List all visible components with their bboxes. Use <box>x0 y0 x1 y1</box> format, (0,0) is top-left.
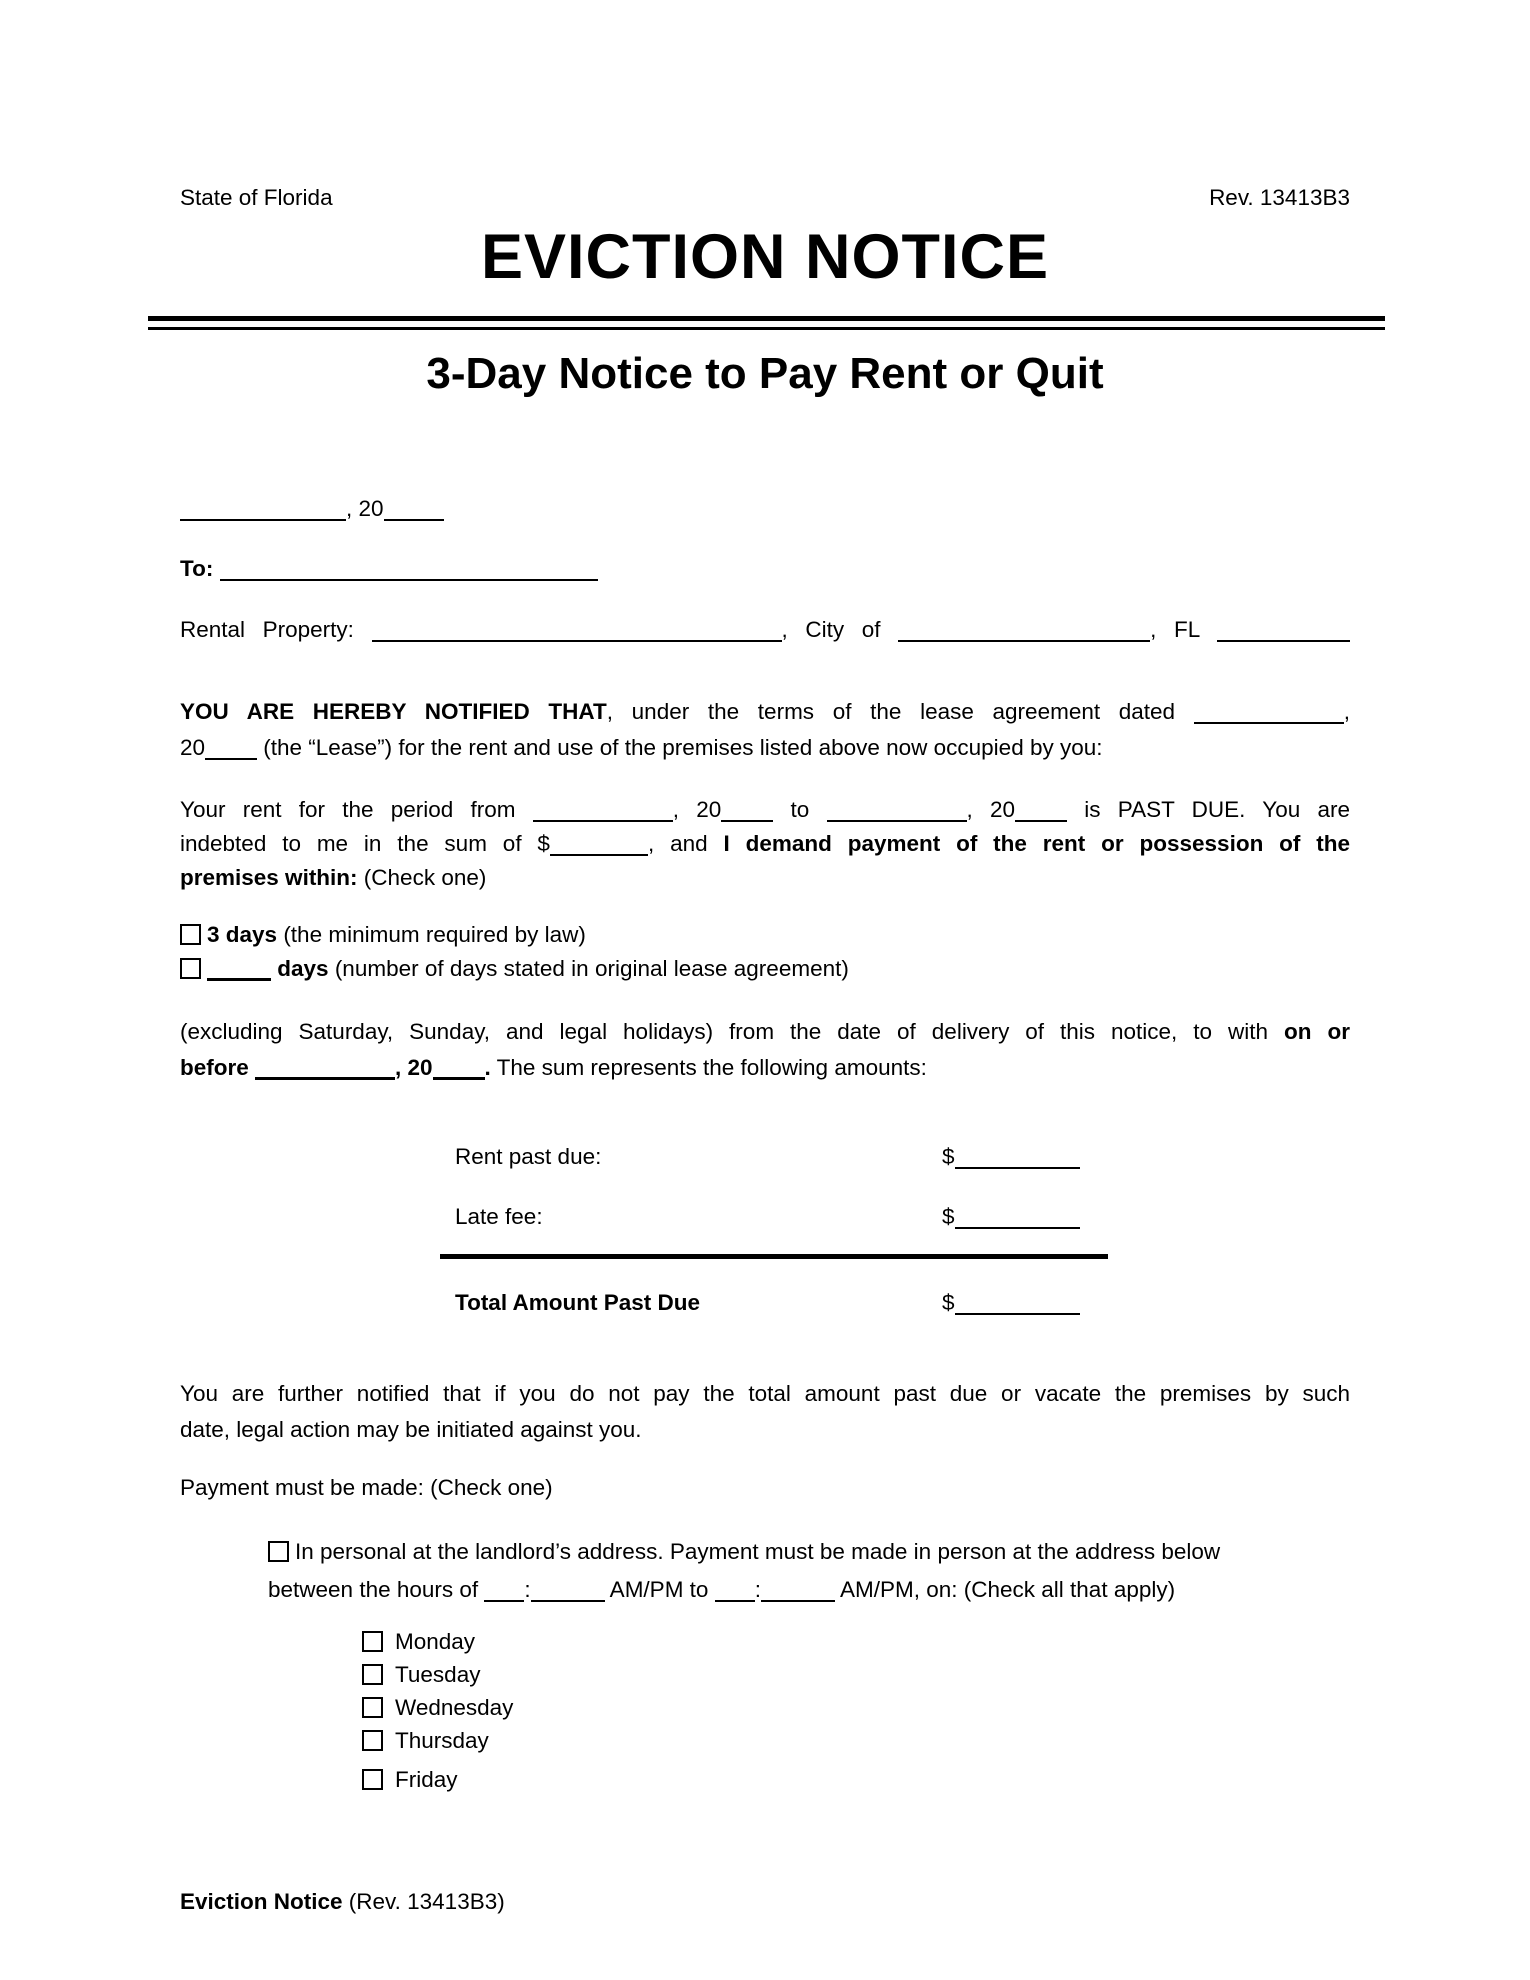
fill-in-blank <box>531 1578 605 1603</box>
fill-in-blank <box>533 798 673 823</box>
checkbox-thursday[interactable] <box>362 1730 383 1751</box>
text-segment: , under the terms of the lease agreement dated <box>606 699 1194 724</box>
text-segment: Rental Property: <box>180 617 372 642</box>
text-segment: , 20 <box>672 797 722 822</box>
bold-text-segment: premises within: <box>180 865 358 890</box>
text-segment: date, legal action may be initiated against you. <box>180 1417 642 1442</box>
fill-in-blank <box>721 798 773 823</box>
fill-in-blank <box>1015 798 1067 823</box>
date-line <box>180 495 1350 523</box>
bold-text-segment: YOU ARE HEREBY NOTIFIED THAT <box>180 699 607 724</box>
rent-paragraph-line-1 <box>180 796 1350 824</box>
fill-in-blank <box>761 1578 835 1603</box>
total-amount-label: Total Amount Past Due <box>455 1290 701 1315</box>
amount-label: Rent past due: <box>455 1144 602 1169</box>
revision-label: Rev. 13413B3 <box>1209 185 1350 210</box>
amount-row-late-fee <box>180 1204 1350 1230</box>
fill-in-blank <box>484 1578 524 1603</box>
day-row-thursday <box>362 1727 489 1754</box>
text-segment: , FL <box>1150 617 1217 642</box>
text-segment: , 20 <box>966 797 1016 822</box>
bold-text-segment: . <box>484 1055 491 1080</box>
fill-in-blank <box>827 798 967 823</box>
excluding-paragraph-line-1 <box>180 1018 1350 1046</box>
checkbox-3-days[interactable] <box>180 924 201 945</box>
text-segment: is PAST DUE. You are <box>1067 797 1350 822</box>
fill-in-blank <box>384 497 444 522</box>
option-in-person-line-1 <box>268 1538 1350 1566</box>
bold-text-segment: I demand payment of the rent or possession of the <box>723 831 1351 856</box>
day-row-wednesday <box>362 1694 513 1721</box>
bold-text-segment: on or <box>1284 1019 1350 1044</box>
day-row-tuesday <box>362 1661 480 1688</box>
further-notified-line-2 <box>180 1416 1350 1444</box>
text-segment: , and <box>647 831 724 856</box>
text-segment: : <box>524 1577 531 1602</box>
option-custom-days <box>180 955 1350 983</box>
text-segment: , <box>1343 699 1350 724</box>
text-segment: AM/PM to <box>604 1577 715 1602</box>
checkbox-monday[interactable] <box>362 1631 383 1652</box>
text-segment: : <box>754 1577 761 1602</box>
fill-in-blank <box>955 1205 1080 1230</box>
text-segment: (Check one) <box>357 865 487 890</box>
fill-in-blank <box>955 1291 1080 1316</box>
checkbox-custom-days[interactable] <box>180 958 201 979</box>
text-segment: In personal at the landlord’s address. Payment must be made in person at the address below <box>295 1539 1221 1564</box>
bold-text-segment: , 20 <box>395 1055 433 1080</box>
text-segment: between the hours of <box>268 1577 485 1602</box>
document-footer <box>180 1888 1350 1916</box>
title-divider <box>148 316 1385 330</box>
text-segment: $ <box>942 1204 955 1229</box>
checkbox-wednesday[interactable] <box>362 1697 383 1718</box>
to-line <box>180 555 1350 583</box>
document-title: EVICTION NOTICE <box>480 222 1050 292</box>
further-notified-line-1 <box>180 1380 1350 1408</box>
fill-in-blank <box>207 956 271 982</box>
option-3-days <box>180 921 1350 949</box>
footer-title: Eviction Notice <box>180 1889 343 1914</box>
rent-paragraph-line-3 <box>180 864 1350 892</box>
bold-text-segment: 3 days <box>207 922 278 947</box>
rental-property-line <box>180 616 1350 644</box>
day-label: Thursday <box>395 1728 489 1753</box>
text-segment: Your rent for the period from <box>180 797 533 822</box>
day-label: Wednesday <box>395 1695 514 1720</box>
text-segment: (the “Lease”) for the rent and use of the premises listed above now occupied by you: <box>257 735 1103 760</box>
checkbox-friday[interactable] <box>362 1769 383 1790</box>
text-segment: $ <box>942 1290 955 1315</box>
document-subtitle: 3-Day Notice to Pay Rent or Quit <box>426 349 1104 398</box>
notified-paragraph-line-2 <box>180 734 1350 762</box>
fill-in-blank <box>433 1055 485 1081</box>
checkbox-tuesday[interactable] <box>362 1664 383 1685</box>
text-segment: , 20 <box>346 496 384 521</box>
text-segment: (number of days stated in original lease agreement) <box>328 956 849 981</box>
amount-label: Late fee: <box>455 1204 543 1229</box>
day-row-monday <box>362 1628 475 1655</box>
text-segment: , City of <box>781 617 899 642</box>
text-segment: (the minimum required by law) <box>277 922 586 947</box>
text-segment: (excluding Saturday, Sunday, and legal holidays) from the date of delivery of this notice, to with <box>180 1019 1285 1044</box>
fill-in-blank <box>550 832 648 857</box>
fill-in-blank <box>1217 618 1350 643</box>
bold-text-segment: To: <box>180 556 220 581</box>
amount-value-blank <box>942 1144 1080 1170</box>
amount-value-blank <box>942 1204 1080 1230</box>
text-segment: You are further notified that if you do not pay the total amount past due or vacate the premises by such <box>180 1381 1350 1406</box>
text-segment: indebted to me in the sum of $ <box>180 831 550 856</box>
day-label: Monday <box>395 1629 476 1654</box>
rent-paragraph-line-2 <box>180 830 1350 858</box>
excluding-paragraph-line-2 <box>180 1054 1350 1082</box>
payment-method-line <box>180 1474 1350 1502</box>
footer-revision: (Rev. 13413B3) <box>342 1889 505 1914</box>
text-segment: The sum represents the following amounts: <box>490 1055 927 1080</box>
day-label: Friday <box>395 1767 458 1792</box>
fill-in-blank <box>955 1145 1080 1170</box>
fill-in-blank <box>1194 700 1344 725</box>
fill-in-blank <box>180 497 346 522</box>
day-row-friday <box>362 1766 458 1793</box>
fill-in-blank <box>220 557 598 582</box>
fill-in-blank <box>205 736 257 761</box>
fill-in-blank <box>715 1578 755 1603</box>
fill-in-blank <box>898 618 1150 643</box>
option-in-person-line-2 <box>268 1576 1350 1604</box>
text-segment: to <box>773 797 827 822</box>
checkbox-in-person[interactable] <box>268 1541 289 1562</box>
amount-value-blank <box>942 1290 1080 1316</box>
text-segment: $ <box>942 1144 955 1169</box>
header-row <box>180 184 1350 212</box>
text-segment: Payment must be made: (Check one) <box>180 1475 553 1500</box>
fill-in-blank <box>372 618 782 643</box>
amount-row-rent-past-due <box>180 1144 1350 1170</box>
amounts-total-rule <box>440 1254 1108 1259</box>
notified-paragraph-line-1 <box>180 698 1350 726</box>
bold-text-segment: days <box>277 956 329 981</box>
bold-text-segment: before <box>180 1055 256 1080</box>
day-label: Tuesday <box>395 1662 481 1687</box>
text-segment: AM/PM, on: (Check all that apply) <box>834 1577 1176 1602</box>
fill-in-blank <box>255 1055 395 1081</box>
amount-row-total <box>180 1290 1350 1316</box>
state-label: State of Florida <box>180 185 333 210</box>
text-segment: 20 <box>180 735 206 760</box>
